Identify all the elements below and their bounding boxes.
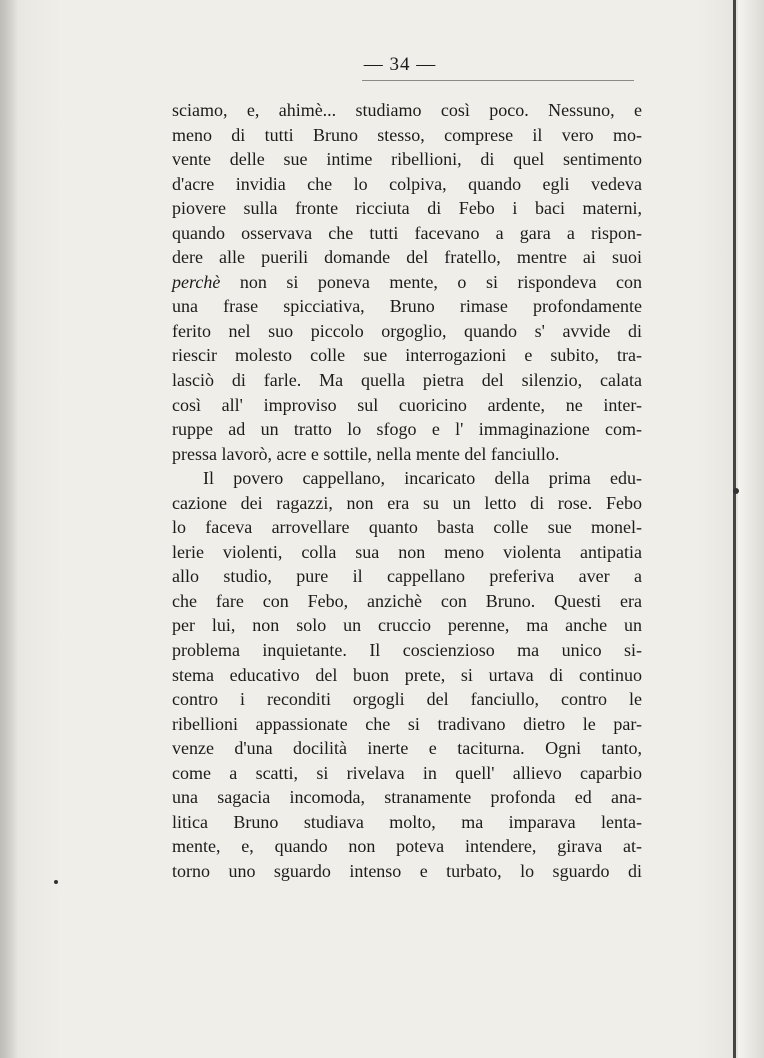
text-line: d'acre invidia che lo colpiva, quando egli vedeva xyxy=(172,173,642,194)
text-line: sciamo, e, ahimè... studiamo così poco. Nessuno, e xyxy=(172,100,642,120)
text-line: meno di tutti Bruno stesso, comprese il vero mo- xyxy=(172,124,642,145)
text-line: cazione dei ragazzi, non era su un letto di rose. Febo xyxy=(172,492,642,513)
text-line: lo faceva arrovellare quanto basta colle sue monel- xyxy=(172,517,642,538)
text-line: per lui, non solo un cruccio perenne, ma anche un xyxy=(172,615,642,636)
text-line: perchè non si poneva mente, o si rispondeva con xyxy=(172,271,642,292)
paragraph-end-line: pressa lavorò, acre e sottile, nella mente del fanciullo. xyxy=(172,443,560,464)
ink-speck xyxy=(733,488,739,494)
header-rule xyxy=(362,80,634,81)
text-line: così all' improviso sul cuoricino ardente, ne inter- xyxy=(172,394,642,415)
text-line: allo studio, pure il cappellano preferiva aver a xyxy=(172,566,642,587)
page-number: — 34 — xyxy=(363,54,437,75)
text-line: problema inquietante. Il coscienzioso ma unico si- xyxy=(172,640,642,661)
italic-word: perchè xyxy=(172,271,221,292)
text-line: litica Bruno studiava molto, ma imparava lenta- xyxy=(172,811,642,832)
text-line: venze d'una docilità inerte e taciturna. Ogni tanto, xyxy=(172,738,642,759)
text-line: come a scatti, si rivelava in quell' allievo caparbio xyxy=(172,762,642,783)
text-line: piovere sulla fronte ricciuta di Febo i baci materni, xyxy=(172,198,642,219)
text-line: una sagacia incomoda, stranamente profonda ed ana- xyxy=(172,787,642,808)
text-line: lerie violenti, colla sua non meno violenta antipatia xyxy=(172,541,642,562)
text-line: ruppe ad un tratto lo sfogo e l' immaginazione com- xyxy=(172,419,642,440)
text-line: dere alle puerili domande del fratello, mentre ai suoi xyxy=(172,247,642,268)
page-binding-edge xyxy=(733,0,736,1058)
text-line: ferito nel suo piccolo orgoglio, quando s' avvide di xyxy=(172,320,642,341)
text-line: che fare con Febo, anzichè con Bruno. Questi era xyxy=(172,590,642,611)
text-line: quando osservava che tutti facevano a gara a rispon- xyxy=(172,222,642,243)
text-line: una frase spicciativa, Bruno rimase profondamente xyxy=(172,296,642,317)
text-line: mente, e, quando non poteva intendere, girava at- xyxy=(172,836,642,857)
text-line: contro i reconditi orgogli del fanciullo, contro le xyxy=(172,689,642,710)
paragraph-start-line: Il povero cappellano, incaricato della prima edu- xyxy=(203,468,642,489)
body-text xyxy=(172,98,642,884)
text-line: riescir molesto colle sue interrogazioni e subito, tra- xyxy=(172,345,642,366)
text-line: vente delle sue intime ribellioni, di quel sentimento xyxy=(172,149,642,170)
page-left-shadow xyxy=(0,0,18,1058)
text-line: lasciò di farle. Ma quella pietra del silenzio, calata xyxy=(172,370,642,391)
page-right-margin xyxy=(738,0,764,1058)
text-line: stema educativo del buon prete, si urtava di continuo xyxy=(172,664,642,685)
text-line: ribellioni appassionate che si tradivano dietro le par- xyxy=(172,713,642,734)
text-line: torno uno sguardo intenso e turbato, lo sguardo di xyxy=(172,860,642,881)
ink-speck xyxy=(54,880,58,884)
